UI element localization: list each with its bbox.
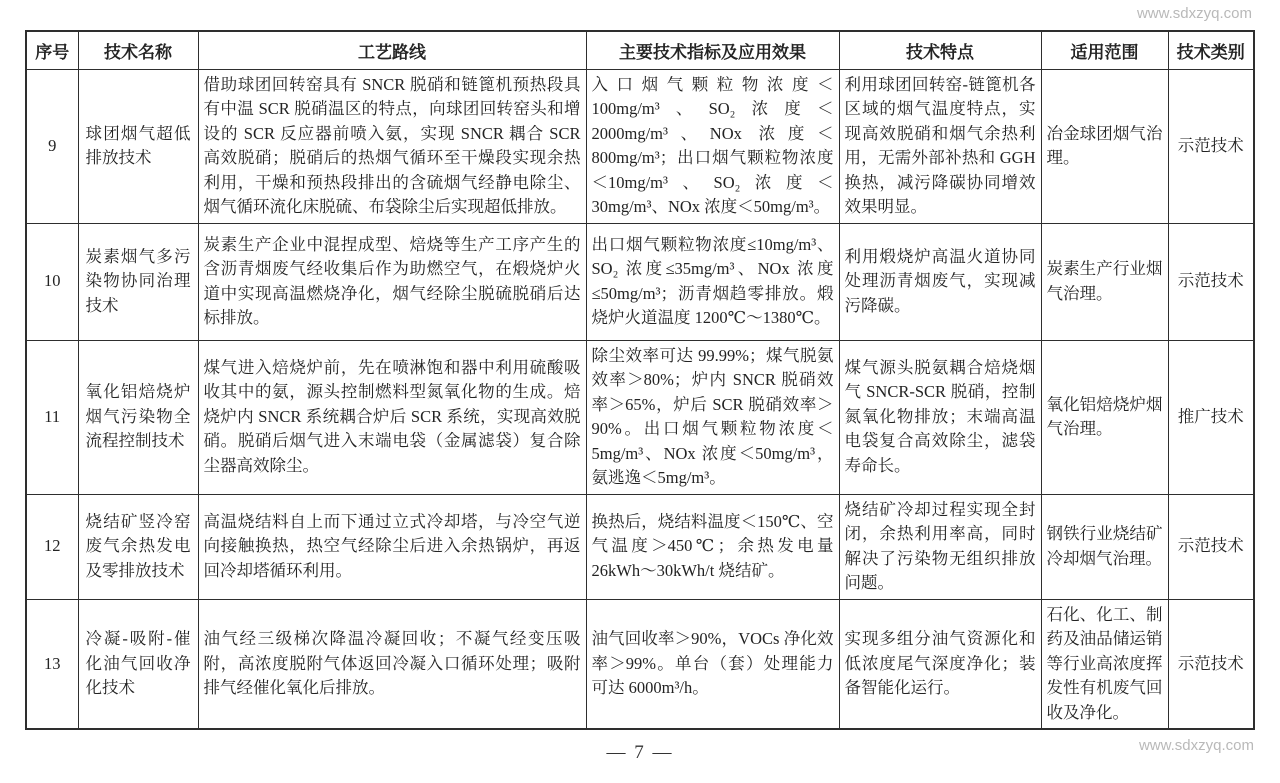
cell-indicators: 油气回收率＞90%，VOCs 净化效率＞99%。单台（套）处理能力可达 6000m³/h。 xyxy=(586,599,839,729)
cell-features: 煤气源头脱氨耦合焙烧烟气 SNCR-SCR 脱硝，控制氮氧化物排放；末端高温电袋复合高效除尘，滤袋寿命长。 xyxy=(839,340,1041,494)
table-row xyxy=(26,340,1254,494)
cell-serial-number: 10 xyxy=(26,223,78,340)
cell-serial-number: 11 xyxy=(26,340,78,494)
cell-technology-name: 氧化铝焙烧炉烟气污染物全流程控制技术 xyxy=(78,340,198,494)
header-cell-serial-number: 序号 xyxy=(26,31,78,69)
cell-serial-number: 9 xyxy=(26,69,78,223)
cell-scope: 冶金球团烟气治理。 xyxy=(1041,69,1168,223)
cell-process-route: 借助球团回转窑具有 SNCR 脱硝和链篦机预热段具有中温 SCR 脱硝温区的特点，向球团回转窑头和增设的 SCR 反应器前喷入氨，实现 SNCR 耦合 SCR 高效脱硝；脱硝后的热烟气循环至干燥段实现余热利用，干燥和预热段排出的含硫烟气经静电除尘、烟气循环流化床脱硫、布袋除尘后实现超低排放。 xyxy=(198,69,586,223)
cell-serial-number: 12 xyxy=(26,494,78,599)
header-cell-indicators: 主要技术指标及应用效果 xyxy=(586,31,839,69)
cell-category: 示范技术 xyxy=(1168,69,1254,223)
header-cell-scope: 适用范围 xyxy=(1041,31,1168,69)
cell-category: 示范技术 xyxy=(1168,599,1254,729)
header-row xyxy=(26,31,1254,69)
cell-scope: 钢铁行业烧结矿冷却烟气治理。 xyxy=(1041,494,1168,599)
page-number: — 7 — xyxy=(606,742,674,763)
cell-serial-number: 13 xyxy=(26,599,78,729)
watermark-top-right: www.sdxzyq.com xyxy=(1136,5,1252,22)
cell-indicators: 入口烟气颗粒物浓度＜100mg/m³、SO₂浓度＜2000mg/m³、NOx 浓度＜800mg/m³；出口烟气颗粒物浓度＜10mg/m³、SO₂浓度＜30mg/m³、NOx 浓度＜50mg/m³。 xyxy=(586,69,839,223)
cell-technology-name: 烧结矿竖冷窑废气余热发电及零排放技术 xyxy=(78,494,198,599)
cell-category: 推广技术 xyxy=(1168,340,1254,494)
header-cell-process-route: 工艺路线 xyxy=(198,31,586,69)
cell-process-route: 煤气进入焙烧炉前，先在喷淋饱和器中利用硫酸吸收其中的氨，源头控制燃料型氮氧化物的生成。焙烧炉内 SNCR 系统耦合炉后 SCR 系统，实现高效脱硝。脱硝后烟气进入末端电袋（金属滤袋）复合除尘器高效除尘。 xyxy=(198,340,586,494)
cell-features: 利用煅烧炉高温火道协同处理沥青烟废气，实现减污降碳。 xyxy=(839,223,1041,340)
header-cell-technology-name: 技术名称 xyxy=(78,31,198,69)
cell-indicators: 出口烟气颗粒物浓度≤10mg/m³、SO₂ 浓度≤35mg/m³、NOx 浓度≤50mg/m³；沥青烟趋零排放。煅烧炉火道温度 1200℃～1380℃。 xyxy=(586,223,839,340)
cell-features: 利用球团回转窑-链篦机各区域的烟气温度特点，实现高效脱硝和烟气余热利用，无需外部补热和 GGH 换热，减污降碳协同增效效果明显。 xyxy=(839,69,1041,223)
cell-process-route: 炭素生产企业中混捏成型、焙烧等生产工序产生的含沥青烟废气经收集后作为助燃空气，在煅烧炉火道中实现高温燃烧净化，烟气经除尘脱硫脱硝后达标排放。 xyxy=(198,223,586,340)
cell-category: 示范技术 xyxy=(1168,494,1254,599)
table-row xyxy=(26,599,1254,729)
watermark-bottom-right: www.sdxzyq.com xyxy=(1138,737,1254,754)
cell-technology-name: 冷凝-吸附-催化油气回收净化技术 xyxy=(78,599,198,729)
table-row xyxy=(26,69,1254,223)
cell-features: 烧结矿冷却过程实现全封闭，余热利用率高，同时解决了污染物无组织排放问题。 xyxy=(839,494,1041,599)
cell-scope: 石化、化工、制药及油品储运销等行业高浓度挥发性有机废气回收及净化。 xyxy=(1041,599,1168,729)
cell-process-route: 高温烧结料自上而下通过立式冷却塔，与冷空气逆向接触换热，热空气经除尘后进入余热锅炉，再返回冷却塔循环利用。 xyxy=(198,494,586,599)
header-cell-features: 技术特点 xyxy=(839,31,1041,69)
header-cell-category: 技术类别 xyxy=(1168,31,1254,69)
cell-features: 实现多组分油气资源化和低浓度尾气深度净化；装备智能化运行。 xyxy=(839,599,1041,729)
cell-category: 示范技术 xyxy=(1168,223,1254,340)
cell-process-route: 油气经三级梯次降温冷凝回收；不凝气经变压吸附，高浓度脱附气体返回冷凝入口循环处理；吸附排气经催化氧化后排放。 xyxy=(198,599,586,729)
table-row xyxy=(26,494,1254,599)
cell-indicators: 换热后，烧结料温度＜150℃、空气温度＞450℃；余热发电量 26kWh～30kWh/t 烧结矿。 xyxy=(586,494,839,599)
table-row xyxy=(26,223,1254,340)
cell-indicators: 除尘效率可达 99.99%；煤气脱氨效率＞80%；炉内 SNCR 脱硝效率＞65%，炉后 SCR 脱硝效率＞90%。出口烟气颗粒物浓度＜5mg/m³、NOx 浓度＜50mg/m³，氨逃逸＜5mg/m³。 xyxy=(586,340,839,494)
cell-technology-name: 球团烟气超低排放技术 xyxy=(78,69,198,223)
technology-table xyxy=(25,30,1255,730)
cell-scope: 炭素生产行业烟气治理。 xyxy=(1041,223,1168,340)
cell-scope: 氧化铝焙烧炉烟气治理。 xyxy=(1041,340,1168,494)
cell-technology-name: 炭素烟气多污染物协同治理技术 xyxy=(78,223,198,340)
